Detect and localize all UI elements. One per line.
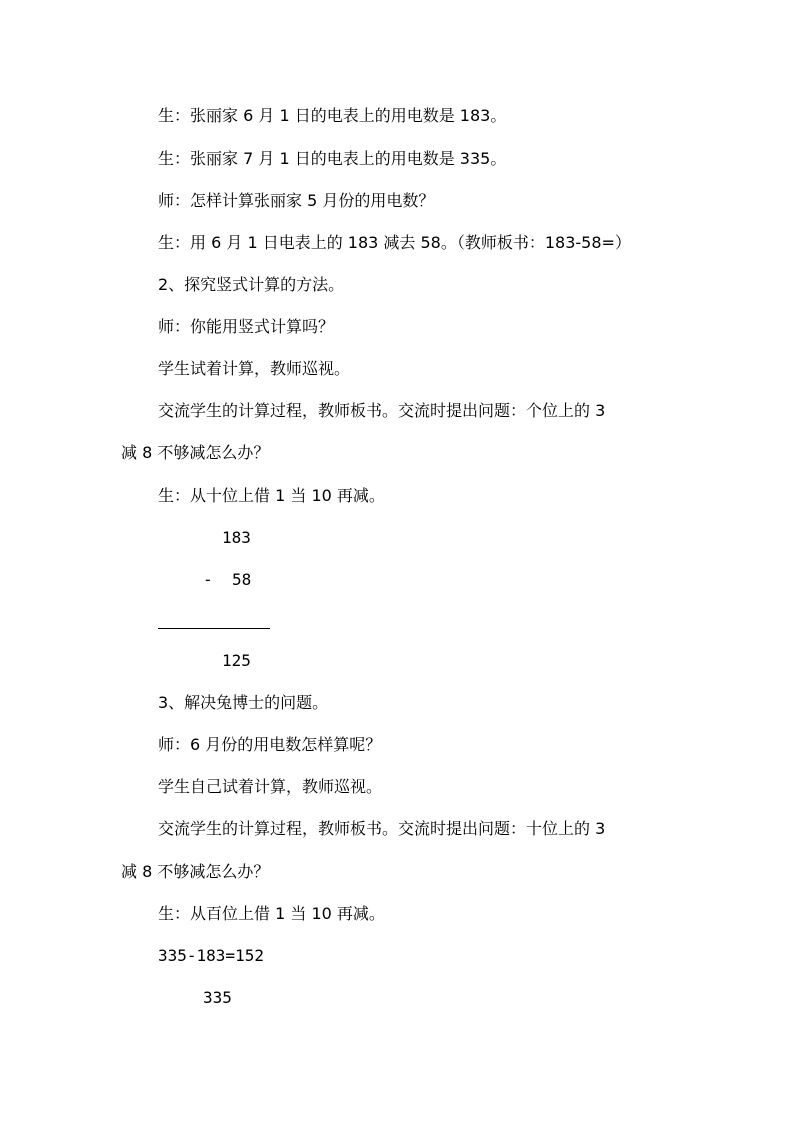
paragraph-line: 生：用 6 月 1 日电表上的 183 减去 58。（教师板书：183-58=） [158,233,631,252]
vertical-calc-minuend: 335 [203,988,232,1007]
paragraph-line: 减 8 不够减怎么办？ [121,443,270,462]
paragraph-line: 师：你能用竖式计算吗？ [158,317,335,336]
section-heading: 2、探究竖式计算的方法。 [158,275,345,294]
paragraph-line: 学生试着计算，教师巡视。 [158,359,351,378]
vertical-calc-minuend: 183 [222,528,251,547]
paragraph-line: 生：张丽家 7 月 1 日的电表上的用电数是 335。 [158,149,507,168]
vertical-calc-result: 125 [222,651,251,670]
paragraph-line: 减 8 不够减怎么办？ [121,862,270,881]
paragraph-line: 师：怎样计算张丽家 5 月份的用电数？ [158,191,435,210]
paragraph-line: 生：张丽家 6 月 1 日的电表上的用电数是 183。 [158,106,507,125]
paragraph-line: 交流学生的计算过程，教师板书。交流时提出问题：十位上的 3 [158,819,606,838]
vertical-calc-rule [158,628,270,629]
vertical-calc-operator: - [203,570,213,589]
paragraph-line: 师：6 月份的用电数怎样算呢？ [158,735,382,754]
paragraph-line: 学生自己试着计算，教师巡视。 [158,777,383,796]
section-heading: 3、解决兔博士的问题。 [158,693,329,712]
paragraph-line: 交流学生的计算过程，教师板书。交流时提出问题：个位上的 3 [158,401,606,420]
paragraph-line: 生：从百位上借 1 当 10 再减。 [158,904,385,923]
equation-line: 335-183=152 [158,946,264,965]
paragraph-line: 生：从十位上借 1 当 10 再减。 [158,486,385,505]
vertical-calc-subtrahend: 58 [232,570,252,589]
